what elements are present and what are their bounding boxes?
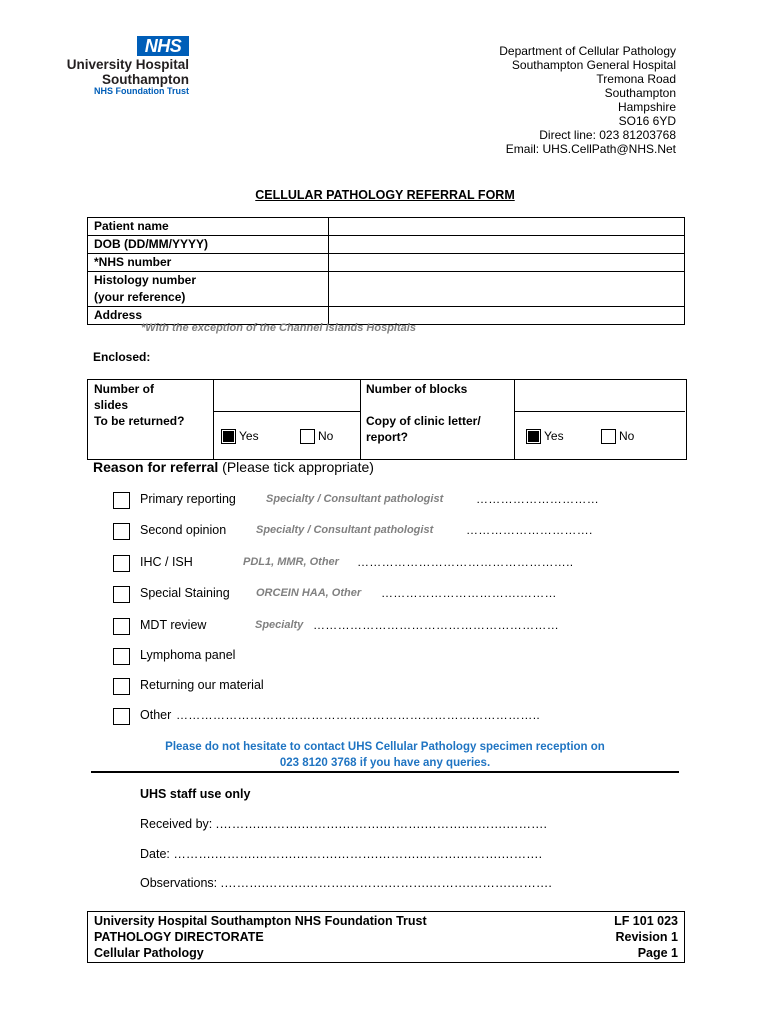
reason-item	[0, 707, 770, 729]
clinic-yes-checkbox[interactable]	[526, 429, 541, 444]
reason-hint: Specialty / Consultant pathologist	[256, 524, 434, 536]
enclosed-label: Enclosed:	[93, 350, 151, 364]
patient-details-table	[87, 217, 685, 325]
patient-name-label: Patient name	[88, 218, 329, 236]
reason-title: Reason for referral	[93, 459, 219, 475]
reason-item	[0, 491, 770, 513]
reason-hint: ORCEIN HAA, Other	[256, 587, 362, 599]
nhs-number-label: *NHS number	[88, 254, 329, 272]
channel-islands-note: *With the exception of the Channel Islands Hospitals	[141, 322, 416, 334]
reason-label: MDT review	[140, 618, 207, 632]
reason-hint: Specialty / Consultant pathologist	[266, 493, 444, 505]
date-field[interactable]: Date: ……….……….……….……….……….……….……….……….……….	[140, 847, 543, 861]
reason-checkbox[interactable]	[113, 648, 130, 665]
clinic-no-label: No	[619, 429, 635, 443]
histology-number-label	[88, 272, 329, 307]
reason-checkbox[interactable]	[113, 678, 130, 695]
returned-no-checkbox[interactable]	[300, 429, 315, 444]
footer-directorate: PATHOLOGY DIRECTORATE	[94, 930, 264, 944]
address-line: SO16 6YD	[618, 114, 676, 128]
returned-label: To be returned?	[94, 414, 185, 428]
reason-checkbox[interactable]	[113, 708, 130, 725]
clinic-letter-label	[366, 413, 481, 445]
observations-field[interactable]: Observations: .……….……….……….……….……….……….……….……….	[140, 876, 552, 890]
staff-use-title: UHS staff use only	[140, 787, 251, 801]
dob-label: DOB (DD/MM/YYYY)	[88, 236, 329, 254]
footer-left	[94, 913, 427, 961]
table-divider	[213, 380, 214, 459]
footer-box	[87, 911, 685, 963]
reason-dots: ……………………………………………………………………………..	[176, 708, 540, 722]
reason-dots: ……………………………………………………	[313, 618, 559, 632]
blocks-label: Number of blocks	[366, 382, 468, 396]
form-title: CELLULAR PATHOLOGY REFERRAL FORM	[255, 188, 515, 202]
table-divider	[360, 380, 361, 459]
nhs-logo-badge: NHS	[137, 36, 189, 56]
reason-item	[0, 677, 770, 699]
received-by-field[interactable]: Received by: .……….……….……….……….……….……….……….……….	[140, 817, 547, 831]
clinic-no-checkbox[interactable]	[601, 429, 616, 444]
reason-item	[0, 647, 770, 669]
reason-item	[0, 585, 770, 607]
returned-yes-label: Yes	[239, 429, 259, 443]
patient-name-field[interactable]	[329, 218, 685, 236]
footer-department: Cellular Pathology	[94, 946, 204, 960]
reason-label: Lymphoma panel	[140, 648, 236, 662]
reason-checkbox[interactable]	[113, 523, 130, 540]
reason-label: Primary reporting	[140, 492, 236, 506]
reason-dots: …………………………….………	[381, 586, 557, 600]
contact-line-2: 023 8120 3768 if you have any queries.	[279, 757, 491, 769]
clinic-yes-label: Yes	[544, 429, 564, 443]
address-line: Department of Cellular Pathology	[499, 44, 676, 58]
reason-item	[0, 522, 770, 544]
address-line: Hampshire	[617, 100, 676, 114]
reason-label: Other	[140, 708, 172, 722]
reason-dots: ……………………………………………..	[357, 555, 574, 569]
department-address	[499, 44, 676, 156]
reason-heading	[93, 459, 374, 475]
returned-no-label: No	[318, 429, 334, 443]
clinic-label-line2: report?	[366, 430, 408, 444]
footer-trust: University Hospital Southampton NHS Foundation Trust	[94, 914, 427, 928]
footer-revision: Revision 1	[615, 930, 678, 944]
enclosed-table	[87, 379, 687, 460]
address-line: Southampton	[604, 86, 676, 100]
logo-line-hospital: University Hospital	[66, 57, 189, 72]
reason-checkbox[interactable]	[113, 586, 130, 603]
table-divider	[514, 411, 685, 412]
reason-checkbox[interactable]	[113, 492, 130, 509]
table-divider	[213, 411, 360, 412]
reason-hint: Specialty	[255, 619, 304, 631]
direct-line: Direct line: 023 81203768	[539, 128, 676, 142]
reason-item	[0, 617, 770, 639]
contact-line-1: Please do not hesitate to contact UHS Cellular Pathology specimen reception on	[165, 741, 605, 753]
reason-item	[0, 554, 770, 576]
histology-label-line1: Histology number	[94, 273, 197, 287]
address-line: Southampton General Hospital	[511, 58, 676, 72]
footer-page: Page 1	[637, 946, 678, 960]
reason-dots: ………………………….	[466, 523, 593, 537]
reason-label: Second opinion	[140, 523, 227, 537]
reason-subtitle: (Please tick appropriate)	[218, 459, 374, 475]
slides-label	[94, 381, 154, 413]
reason-label: IHC / ISH	[140, 555, 193, 569]
clinic-label-line1: Copy of clinic letter/	[366, 414, 481, 428]
address-label: Address	[88, 307, 329, 325]
slides-label-line2: slides	[94, 398, 129, 412]
footer-form-code: LF 101 023	[614, 914, 678, 928]
histology-number-field[interactable]	[329, 272, 685, 307]
slides-label-line1: Number of	[94, 382, 154, 396]
footer-right	[614, 913, 678, 961]
nhs-number-field[interactable]	[329, 254, 685, 272]
reason-hint: PDL1, MMR, Other	[243, 556, 339, 568]
reason-label: Returning our material	[140, 678, 264, 692]
logo-line-trust: NHS Foundation Trust	[94, 86, 189, 96]
table-divider	[514, 380, 515, 459]
reason-checkbox[interactable]	[113, 555, 130, 572]
reason-label: Special Staining	[140, 586, 230, 600]
logo-line-city: Southampton	[102, 72, 189, 87]
reason-checkbox[interactable]	[113, 618, 130, 635]
returned-yes-checkbox[interactable]	[221, 429, 236, 444]
email-line: Email: UHS.CellPath@NHS.Net	[505, 142, 676, 156]
dob-field[interactable]	[329, 236, 685, 254]
histology-label-line2: (your reference)	[94, 290, 186, 304]
section-divider	[91, 771, 679, 773]
reason-dots: …………………………	[476, 492, 599, 506]
address-line: Tremona Road	[596, 72, 676, 86]
